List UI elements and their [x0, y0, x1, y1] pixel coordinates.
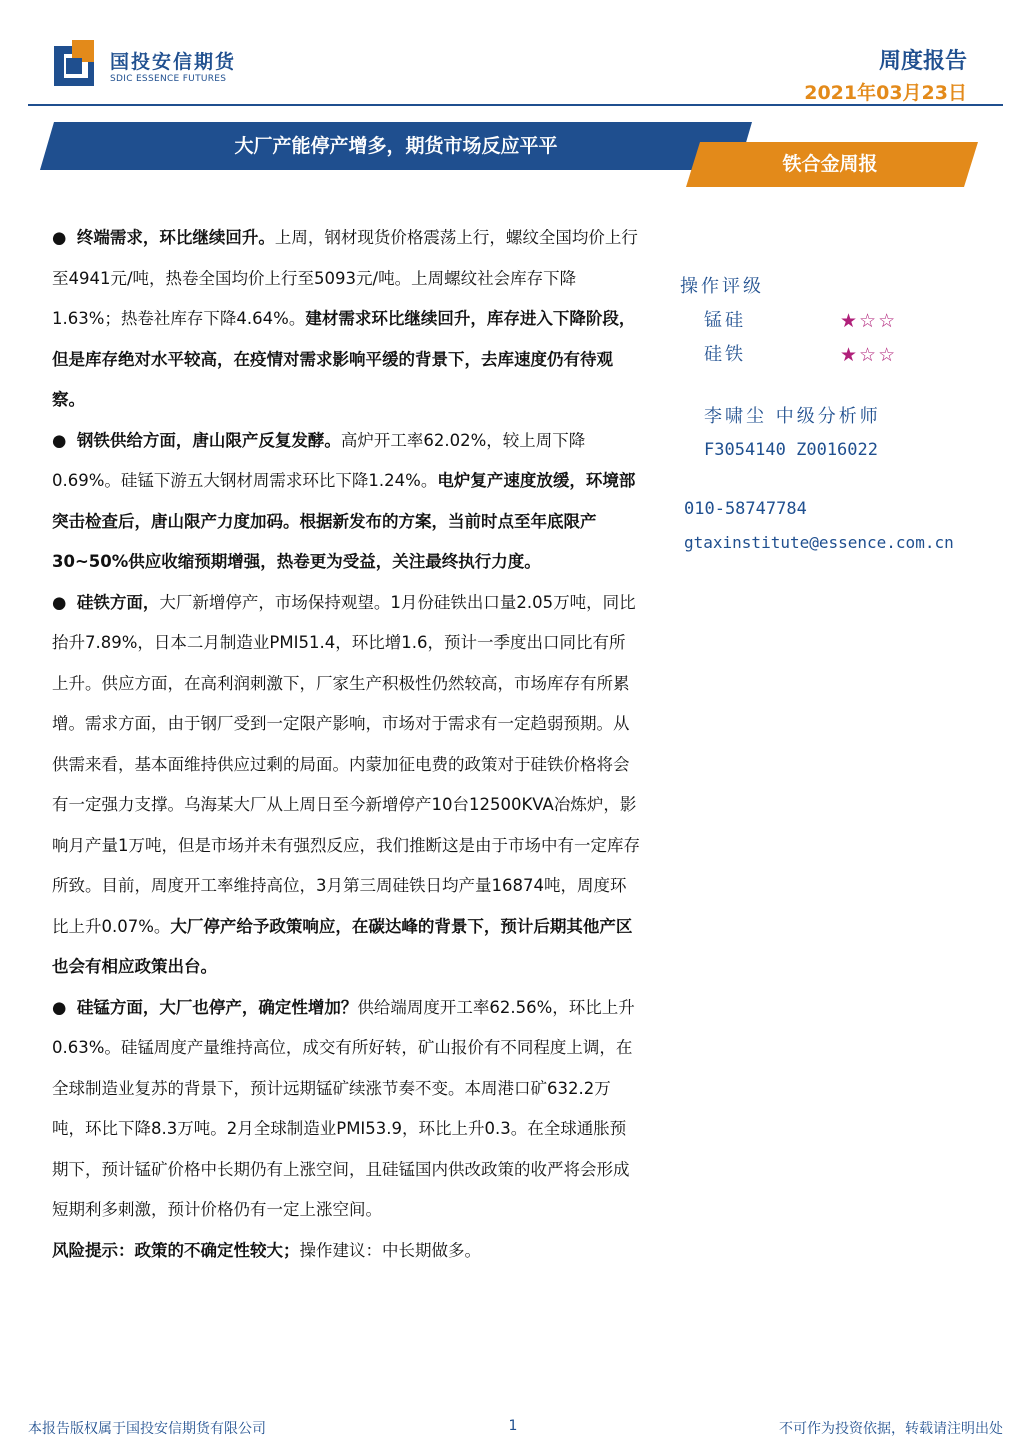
- contact-email[interactable]: gtaxinstitute@essence.com.cn: [684, 533, 954, 552]
- paragraph-demand: ● 终端需求，环比继续回升。上周，钢材现货价格震荡上行，螺纹全国均价上行至4941元/吨，热卷全国均价上行至5093元/吨。上周螺纹社会库存下降1.63%；热卷社库存下降4.64%。建材需求环比继续回升，库存进入下降阶段，但是库存绝对水平较高，在疫情对需求影响平缓的背景下，去库速度仍有待观察。: [52, 228, 638, 409]
- company-logo: [54, 40, 108, 88]
- sidebar: [680, 270, 1010, 560]
- header-divider: [28, 104, 1003, 106]
- report-title: 大厂产能停产增多，期货市场反应平平: [234, 135, 558, 157]
- paragraph-tail: 电炉复产速度放缓，环境部突击检查后，唐山限产力度加码。根据新发布的方案，当前时点至年底限产30~50%供应收缩预期增强，热卷更为受益，关注最终执行力度。: [52, 471, 636, 571]
- star-rating: ★☆☆: [840, 310, 898, 332]
- footer-disclaimer: 不可作为投资依据，转载请注明出处: [779, 1421, 1003, 1437]
- report-date: 2021年03月23日: [804, 82, 967, 104]
- paragraph-lead: 硅铁方面，: [76, 592, 160, 612]
- section-tab-label: 铁合金周报: [782, 153, 878, 175]
- analyst-name: 李啸尘 中级分析师: [704, 406, 881, 427]
- risk-warning: [52, 1231, 640, 1272]
- operation-advice: 操作建议：中长期做多。: [299, 1240, 481, 1260]
- rating-name: 硅铁: [704, 344, 746, 365]
- paragraph-ferrosilicon: ● 硅铁方面，大厂新增停产，市场保持观望。1月份硅铁出口量2.05万吨，同比抬升7.89%，日本二月制造业PMI51.4，环比增1.6，预计一季度出口同比有所上升。供应方面，在高利润刺激下，厂家生产积极性仍然较高，市场库存有所累增。需求方面，由于钢厂受到一定限产影响，市场对于需求有一定趋弱预期。从供需来看，基本面维持供应过剩的局面。内蒙加征电费的政策对于硅铁价格将会有一定强力支撑。乌海某大厂从上周日至今新增停产10台12500KVA冶炼炉，影响月产量1万吨，但是市场并未有强烈反应，我们推断这是由于市场中有一定库存所致。目前，周度开工率维持高位，3月第三周硅铁日均产量16874吨，周度环比上升0.07%。大厂停产给予政策响应，在碳达峰的背景下，预计后期其他产区也会有相应政策出台。: [52, 592, 640, 976]
- page-number: 1: [508, 1418, 518, 1434]
- paragraph-tail: 建材需求环比继续回升，库存进入下降阶段，但是库存绝对水平较高，在疫情对需求影响平缓的背景下，去库速度仍有待观察。: [52, 309, 636, 409]
- paragraph-text: 大厂新增停产，市场保持观望。1月份硅铁出口量2.05万吨，同比抬升7.89%，日本二月制造业PMI51.4，环比增1.6，预计一季度出口同比有所上升。供应方面，在高利润刺激下，厂家生产积极性仍然较高，市场库存有所累增。需求方面，由于钢厂受到一定限产影响，市场对于需求有一定趋弱预期。从供需来看，基本面维持供应过剩的局面。内蒙加征电费的政策对于硅铁价格将会有一定强力支撑。乌海某大厂从上周日至今新增停产10台12500KVA冶炼炉，影响月产量1万吨，但是市场并未有强烈反应，我们推断这是由于市场中有一定库存所致。目前，周度开工率维持高位，3月第三周硅铁日均产量16874吨，周度环比上升0.07%。: [52, 592, 640, 936]
- paragraph-lead: 钢铁供给方面，唐山限产反复发酵。: [76, 430, 341, 450]
- paragraph-lead: 硅锰方面，大厂也停产，确定性增加？: [76, 997, 358, 1017]
- rating-label: 操作评级: [680, 276, 764, 297]
- analyst-license: F3054140 Z0016022: [704, 440, 878, 460]
- report-type: 周度报告: [878, 49, 967, 74]
- rating-row: [680, 338, 1010, 372]
- star-rating: ★☆☆: [840, 344, 898, 366]
- logo-text-en: SDIC ESSENCE FUTURES: [110, 74, 227, 84]
- rating-row: [680, 304, 1010, 338]
- risk-label: 风险提示：政策的不确定性较大；: [52, 1240, 300, 1260]
- paragraph-lead: 终端需求，环比继续回升。: [76, 228, 275, 247]
- main-content: [52, 218, 640, 1271]
- footer-copyright: 本报告版权属于国投安信期货有限公司: [28, 1421, 266, 1437]
- paragraph-steel-supply: ● 钢铁供给方面，唐山限产反复发酵。高炉开工率62.02%，较上周下降0.69%。硅锰下游五大钢材周需求环比下降1.24%。电炉复产速度放缓，环境部突击检查后，唐山限产力度加码。根据新发布的方案，当前时点至年底限产30~50%供应收缩预期增强，热卷更为受益，关注最终执行力度。: [52, 430, 636, 571]
- paragraph-text: 高炉开工率62.02%，较上周下降0.69%。硅锰下游五大钢材周需求环比下降1.24%。: [52, 430, 586, 490]
- paragraph-tail: 大厂停产给予政策响应，在碳达峰的背景下，预计后期其他产区也会有相应政策出台。: [52, 916, 633, 976]
- paragraph-text: 供给端周度开工率62.56%，环比上升0.63%。硅锰周度产量维持高位，成交有所好转，矿山报价有不同程度上调，在全球制造业复苏的背景下，预计远期锰矿续涨节奏不变。本周港口矿632.2万吨，环比下降8.3万吨。2月全球制造业PMI53.9，环比上升0.3。在全球通胀预期下，预计锰矿价格中长期仍有上涨空间，且硅锰国内供改政策的收严将会形成短期利多刺激，预计价格仍有一定上涨空间。: [52, 997, 635, 1219]
- rating-name: 锰硅: [704, 310, 746, 331]
- paragraph-silicomanganese: ● 硅锰方面，大厂也停产，确定性增加？供给端周度开工率62.56%，环比上升0.63%。硅锰周度产量维持高位，成交有所好转，矿山报价有不同程度上调，在全球制造业复苏的背景下，预计远期锰矿续涨节奏不变。本周港口矿632.2万吨，环比下降8.3万吨。2月全球制造业PMI53.9，环比上升0.3。在全球通胀预期下，预计锰矿价格中长期仍有上涨空间，且硅锰国内供改政策的收严将会形成短期利多刺激，预计价格仍有一定上涨空间。: [52, 997, 635, 1219]
- contact-phone: 010-58747784: [684, 499, 807, 519]
- logo-text-cn: 国投安信期货: [110, 51, 237, 73]
- paragraph-text: 上周，钢材现货价格震荡上行，螺纹全国均价上行至4941元/吨，热卷全国均价上行至5093元/吨。上周螺纹社会库存下降1.63%；热卷社库存下降4.64%。: [52, 228, 638, 328]
